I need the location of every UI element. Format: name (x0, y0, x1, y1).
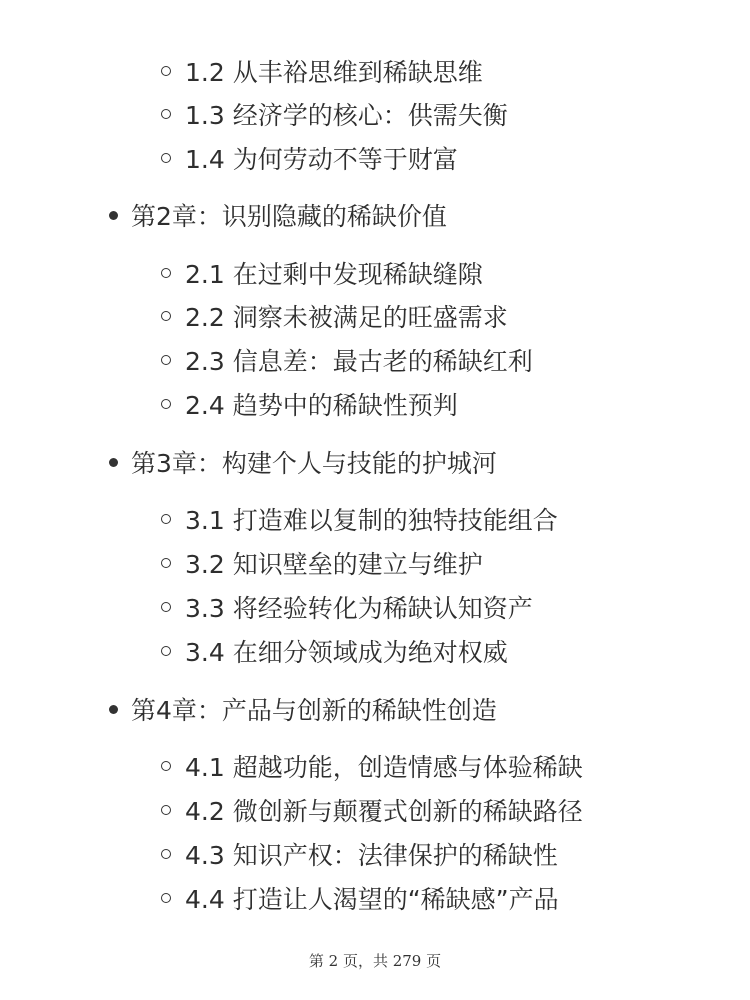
toc-section-item (161, 100, 508, 130)
filled-circle-bullet-icon (109, 211, 118, 220)
toc-chapter-item (109, 201, 447, 231)
toc-section-item (161, 390, 458, 420)
toc-chapter-item (109, 448, 497, 478)
hollow-circle-bullet-icon (161, 355, 171, 365)
toc-section-text: 3.3 将经验转化为稀缺认知资产 (185, 594, 533, 623)
toc-section-text: 4.2 微创新与颠覆式创新的稀缺路径 (185, 797, 583, 826)
toc-section-text: 2.3 信息差：最古老的稀缺红利 (185, 347, 533, 376)
toc-chapter-item (109, 695, 497, 725)
toc-section-item (161, 840, 558, 870)
toc-section-item (161, 637, 508, 667)
toc-section-item (161, 144, 458, 174)
toc-section-item (161, 796, 583, 826)
toc-section-item (161, 549, 483, 579)
toc-section-text: 4.4 打造让人渴望的“稀缺感”产品 (185, 885, 559, 914)
toc-section-item (161, 884, 559, 914)
toc-section-text: 3.4 在细分领域成为绝对权威 (185, 638, 508, 667)
toc-section-text: 1.4 为何劳动不等于财富 (185, 145, 458, 174)
toc-section-text: 3.1 打造难以复制的独特技能组合 (185, 506, 558, 535)
toc-chapter-text: 第4章：产品与创新的稀缺性创造 (131, 696, 497, 725)
toc-section-text: 2.4 趋势中的稀缺性预判 (185, 391, 458, 420)
toc-section-text: 4.3 知识产权：法律保护的稀缺性 (185, 841, 558, 870)
hollow-circle-bullet-icon (161, 399, 171, 409)
hollow-circle-bullet-icon (161, 849, 171, 859)
toc-section-item (161, 752, 583, 782)
toc-section-text: 1.2 从丰裕思维到稀缺思维 (185, 58, 483, 87)
filled-circle-bullet-icon (109, 705, 118, 714)
hollow-circle-bullet-icon (161, 514, 171, 524)
filled-circle-bullet-icon (109, 458, 118, 467)
toc-section-item (161, 346, 533, 376)
hollow-circle-bullet-icon (161, 558, 171, 568)
toc-chapter-text: 第2章：识别隐藏的稀缺价值 (131, 202, 447, 231)
hollow-circle-bullet-icon (161, 893, 171, 903)
hollow-circle-bullet-icon (161, 66, 171, 76)
toc-section-text: 4.1 超越功能，创造情感与体验稀缺 (185, 753, 583, 782)
hollow-circle-bullet-icon (161, 805, 171, 815)
page-footer: 第 2 页，共 279 页 (308, 952, 442, 970)
hollow-circle-bullet-icon (161, 109, 171, 119)
toc-section-text: 1.3 经济学的核心：供需失衡 (185, 101, 508, 130)
toc-section-item (161, 259, 483, 289)
toc-section-text: 3.2 知识壁垒的建立与维护 (185, 550, 483, 579)
hollow-circle-bullet-icon (161, 268, 171, 278)
toc-section-item (161, 505, 558, 535)
hollow-circle-bullet-icon (161, 761, 171, 771)
toc-section-text: 2.2 洞察未被满足的旺盛需求 (185, 303, 508, 332)
toc-section-item (161, 302, 508, 332)
toc-section-item (161, 57, 483, 87)
hollow-circle-bullet-icon (161, 646, 171, 656)
hollow-circle-bullet-icon (161, 311, 171, 321)
toc-section-item (161, 593, 533, 623)
toc-section-text: 2.1 在过剩中发现稀缺缝隙 (185, 260, 483, 289)
toc-chapter-text: 第3章：构建个人与技能的护城河 (131, 449, 497, 478)
hollow-circle-bullet-icon (161, 153, 171, 163)
hollow-circle-bullet-icon (161, 602, 171, 612)
